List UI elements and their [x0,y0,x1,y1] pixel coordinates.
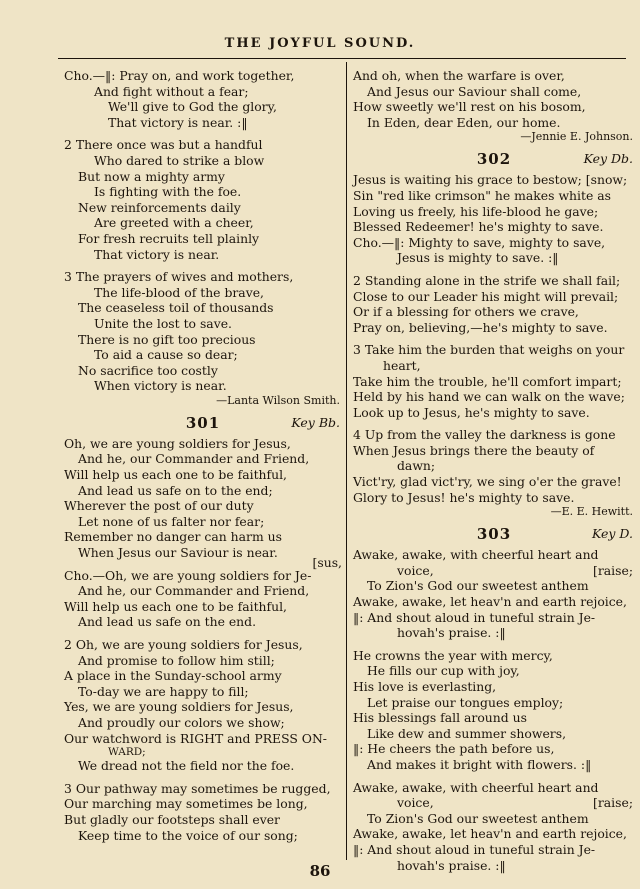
verse-line: Our marching may sometimes be long, [64,796,308,812]
left-column [64,68,342,843]
verse-line: Yes, we are young soldiers for Jesus, [64,699,294,715]
verse-line: Who dared to strike a blow [94,152,265,168]
verse-line: A place in the Sunday-school army [64,668,282,684]
verse-line: To aid a cause so dear; [94,347,238,363]
verse-line: To Zion's God our sweetest anthem [367,810,589,826]
verse-line: When victory is near. [94,378,227,394]
verse-line: Jesus is mighty to save. :‖ [397,250,559,266]
verse-line: Glory to Jesus! he's mighty to save. [353,489,575,505]
verse-line: We'll give to God the glory, [108,99,277,115]
column-divider [346,62,347,860]
verse-line: Held by his hand we can walk on the wave; [353,389,625,405]
verse-line: Will help us each one to be faithful, [64,467,288,483]
verse-line-group [353,563,635,579]
verse-line: Take him the trouble, he'll comfort impart; [353,373,622,389]
verse-line: 3 Our pathway may sometimes be rugged, [64,780,331,796]
verse-line: Unite the lost to save. [94,315,232,331]
verse-line: 2 Oh, we are young soldiers for Jesus, [64,637,303,652]
verse-line: And promise to follow him still; [78,652,275,668]
verse-line: Remember no danger can harm us [64,529,282,545]
verse-line: Let praise our tongues employ; [367,694,564,710]
hymn-302-header [353,148,635,172]
verse-line-group [353,795,635,811]
verse-line: ‖: He cheers the path before us, [353,741,555,757]
verse-line: hovah's praise. :‖ [397,625,506,641]
hymn-key: Key D. [592,526,633,542]
verse-line: heart, [383,357,421,373]
verse-line: 2 Standing alone in the strife we shall fail; [353,272,621,288]
verse-line: That victory is near. [94,246,220,262]
verse-line: Cho.—‖: Pray on, and work together, [64,68,295,83]
verse-line: And proudly our colors we show; [78,714,285,730]
verse-line: No sacrifice too costly [78,362,218,378]
verse-line: He crowns the year with mercy, [353,647,553,663]
verse-line: Oh, we are young soldiers for Jesus, [64,435,291,451]
verse-line: And lead us safe on to the end; [78,482,273,498]
verse-line-overflow: [raise; [593,562,633,578]
verse-line: There is no gift too precious [78,331,256,347]
hymn-key: Key Db. [583,151,633,167]
verse-line: Cho.—Oh, we are young soldiers for Je- [64,567,312,583]
hymn-303-header [353,523,635,547]
hymn-number: 301 [185,413,221,432]
verse-line: And makes it bright with flowers. :‖ [367,756,592,772]
verse-line: Will help us each one to be faithful, [64,598,288,614]
verse-line: Awake, awake, with cheerful heart and [353,779,599,795]
verse-line: voice, [397,795,434,811]
verse-line: ‖: And shout aloud in tuneful strain Je- [353,609,596,625]
verse-line: 2 There once was but a handful [64,137,263,153]
verse-line: Vict'ry, glad vict'ry, we sing o'er the grave! [353,474,622,490]
verse-line: Blessed Redeemer! he's mighty to save. [353,219,604,235]
verse-line: hovah's praise. :‖ [397,857,506,873]
verse-line: He fills our cup with joy, [367,663,520,679]
verse-line: In Eden, dear Eden, our home. [367,114,561,130]
right-column [353,68,635,873]
verse-line: Loving us freely, his life-blood he gave; [353,203,599,219]
running-head: THE JOYFUL SOUND. [224,36,416,51]
verse-line: Sin "red like crimson" he makes white as [353,187,611,203]
verse-line-overflow: [raise; [593,795,633,811]
author-attribution: —Jennie E. Johnson. [520,130,633,144]
verse-line-overflow: [sus, [312,554,342,570]
verse-line: That victory is near. :‖ [108,114,248,130]
verse-line: 3 The prayers of wives and mothers, [64,269,294,285]
verse-line: And oh, when the warfare is over, [353,68,565,83]
verse-line: When Jesus brings there the beauty of [353,442,595,458]
verse-line: His love is everlasting, [353,679,497,694]
verse-line: Awake, awake, let heav'n and earth rejoice, [353,594,627,610]
verse-line: dawn; [397,458,436,474]
verse-line: To-day we are happy to fill; [78,683,249,699]
hymn-key: Key Bb. [291,414,340,430]
verse-line: Jesus is waiting his grace to bestow; [snow; [353,172,628,188]
hymn-301-header [64,412,342,436]
author-attribution: —Lanta Wilson Smith. [216,393,340,407]
verse-line: 3 Take him the burden that weighs on your [353,342,625,358]
verse-line: And Jesus our Saviour shall come, [367,83,582,99]
verse-line: We dread not the field nor the foe. [78,758,295,774]
verse-line: The life-blood of the brave, [94,284,264,300]
verse-line-overflow: WARD; [108,746,146,759]
verse-line: voice, [397,562,434,578]
verse-line: The ceaseless toil of thousands [78,300,274,316]
verse-line: Is fighting with the foe. [94,184,242,200]
verse-line: When Jesus our Saviour is near. [78,545,278,561]
verse-line: And lead us safe on the end. [78,614,257,630]
verse-line: Our watchword is RIGHT and PRESS ON- [64,730,327,746]
verse-line: Cho.—‖: Mighty to save, mighty to save, [353,234,606,250]
verse-line: ‖: And shout aloud in tuneful strain Je- [353,841,596,857]
verse-line: Wherever the post of our duty [64,498,254,514]
author-attribution: —E. E. Hewitt. [550,505,633,519]
verse-line: To Zion's God our sweetest anthem [367,578,589,594]
verse-line: 4 Up from the valley the darkness is gone [353,427,616,443]
verse-line: And he, our Commander and Friend, [78,451,310,467]
verse-line: Look up to Jesus, he's mighty to save. [353,404,590,420]
header-rule [58,58,626,59]
verse-line: Keep time to the voice of our song; [78,827,298,843]
verse-line: Or if a blessing for others we crave, [353,304,579,320]
verse-line: But gladly our footsteps shall ever [64,811,280,827]
verse-line: Awake, awake, with cheerful heart and [353,547,599,563]
verse-line: Awake, awake, let heav'n and earth rejoice, [353,826,627,842]
verse-line: Close to our Leader his might will prevail; [353,288,619,304]
verse-line: And he, our Commander and Friend, [78,583,310,599]
hymn-number: 303 [476,525,512,544]
verse-line: Are greeted with a cheer, [94,215,254,231]
verse-line: How sweetly we'll rest on his bosom, [353,99,586,115]
verse-line: For fresh recruits tell plainly [78,230,260,246]
verse-line: His blessings fall around us [353,710,527,726]
verse-line: New reinforcements daily [78,199,241,215]
verse-line: But now a mighty army [78,168,225,184]
verse-line: And fight without a fear; [94,83,249,99]
page-number: 86 [309,862,331,880]
verse-line: Pray on, believing,—he's mighty to save. [353,319,608,335]
verse-line: Like dew and summer showers, [367,725,567,741]
hymn-number: 302 [476,150,512,169]
verse-line: Let none of us falter nor fear; [78,513,265,529]
